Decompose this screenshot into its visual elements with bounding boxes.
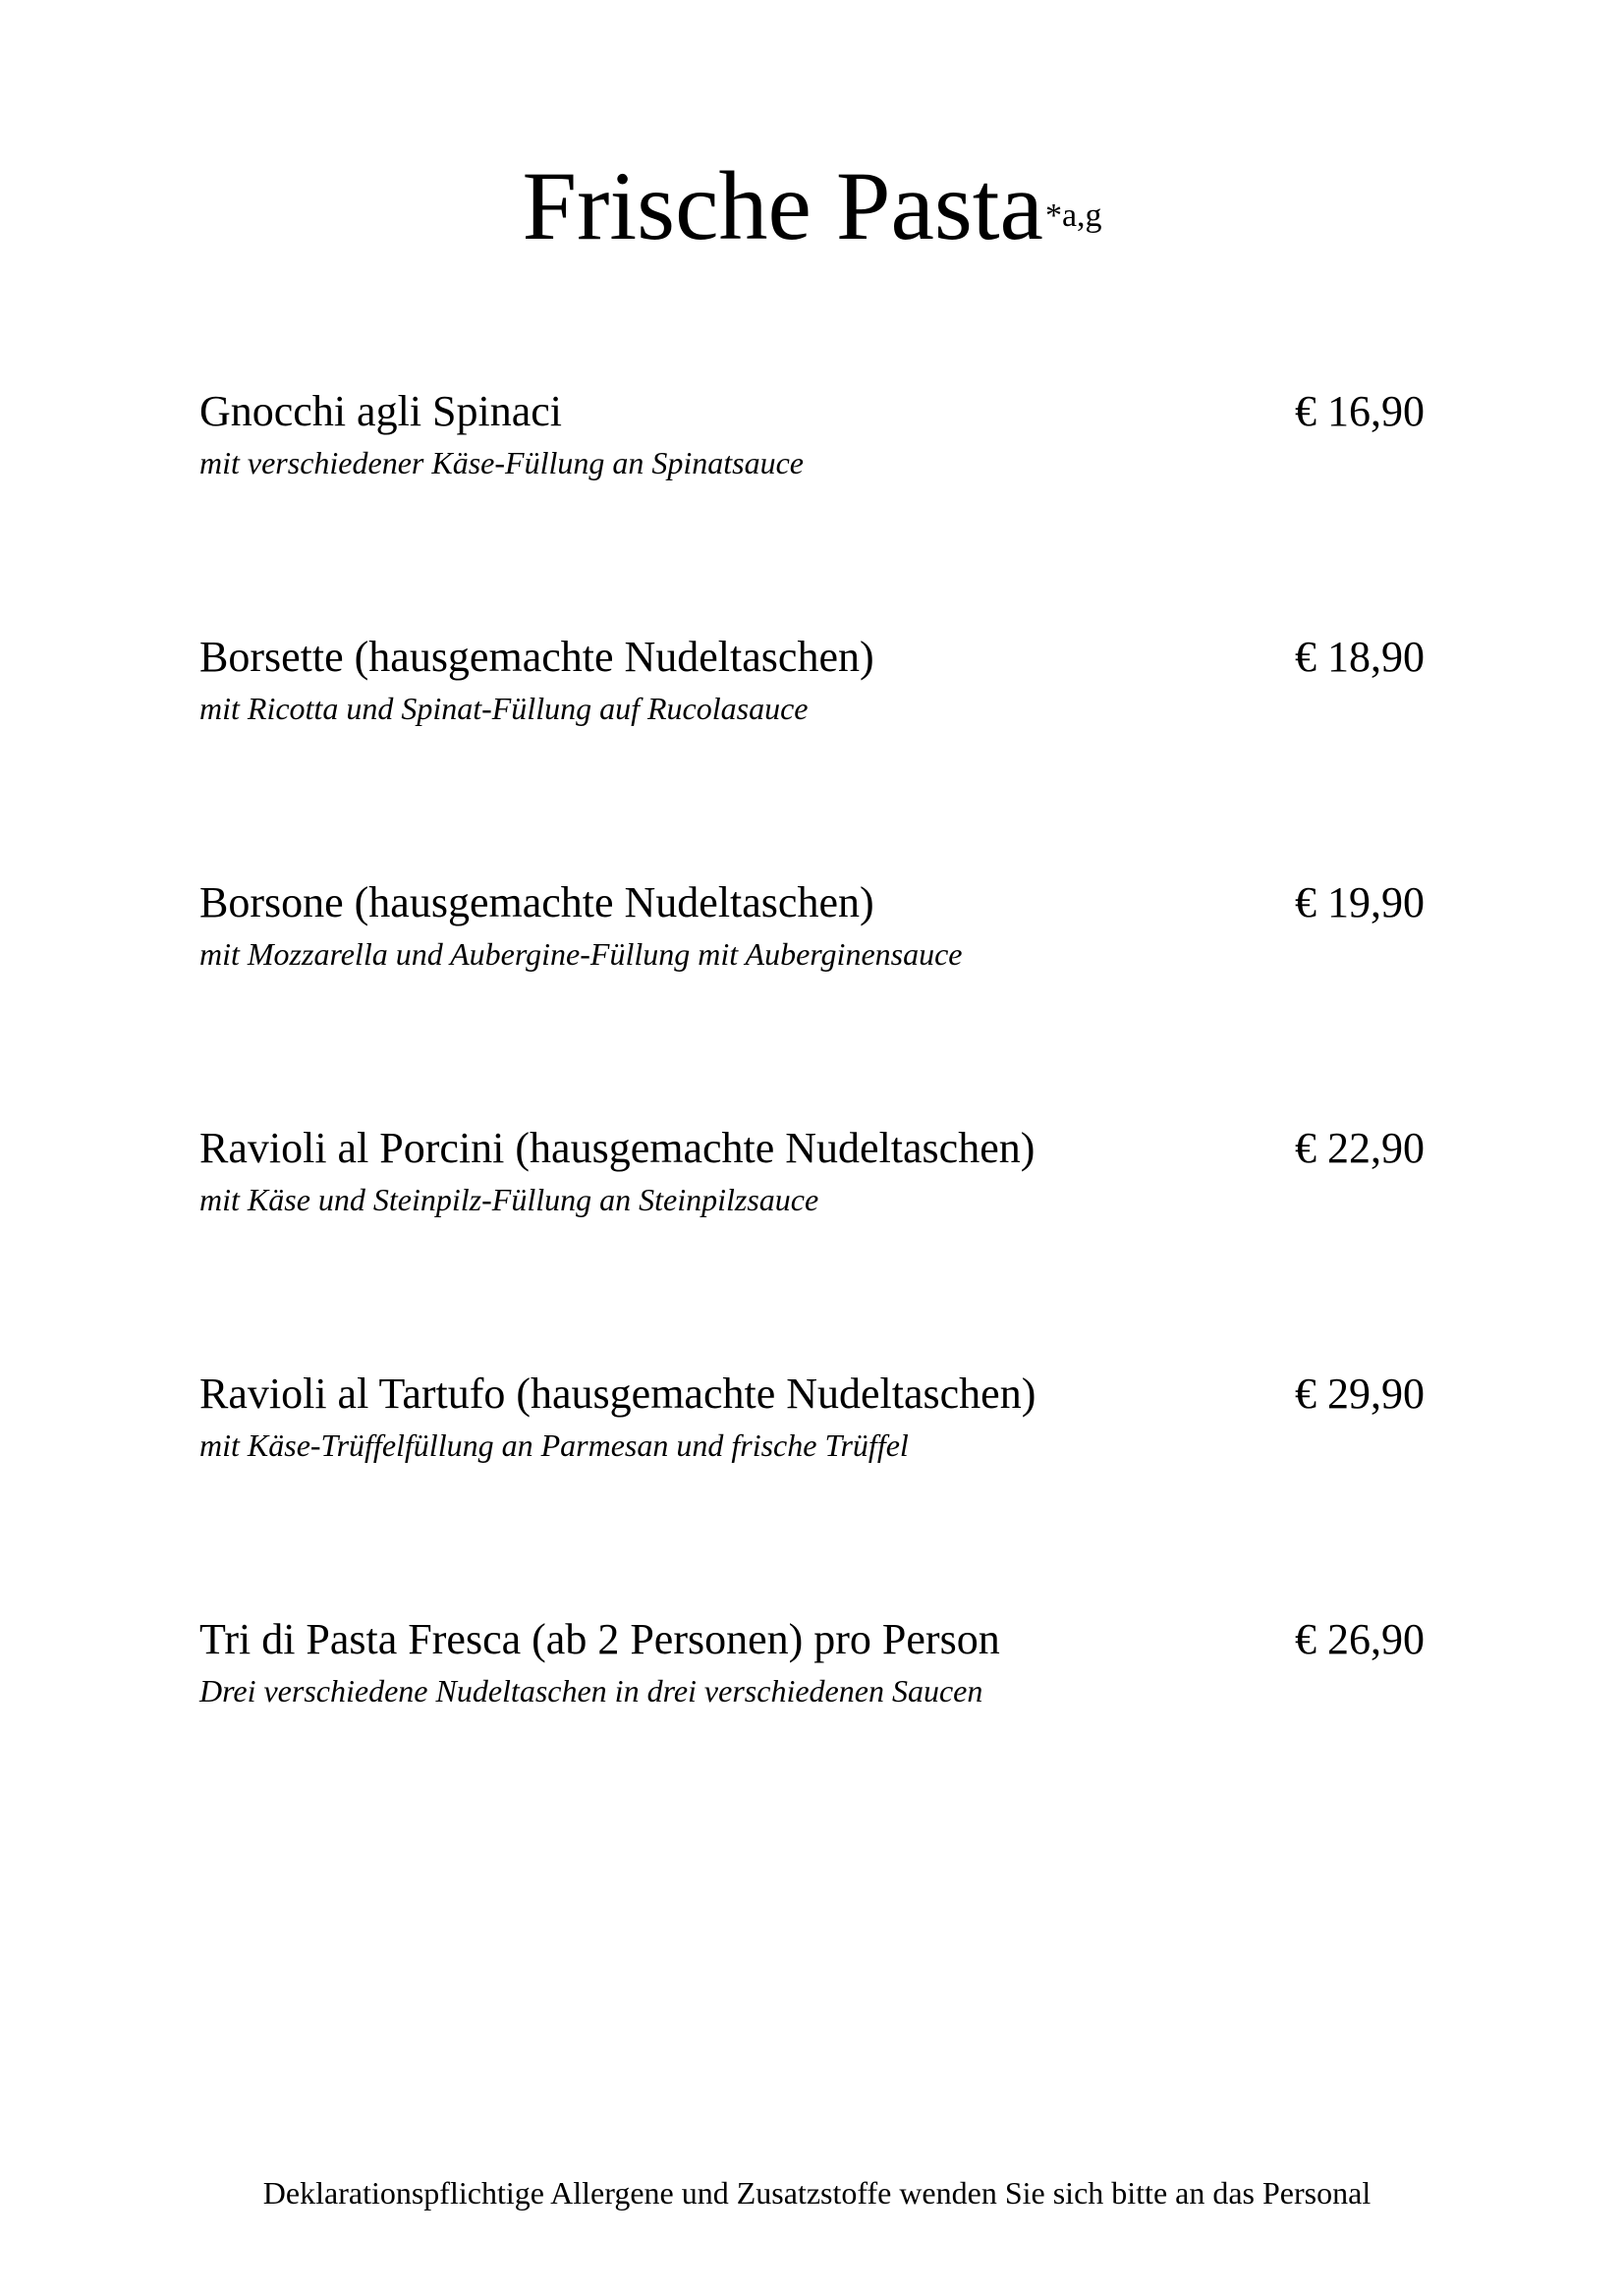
item-description: mit Mozzarella und Aubergine-Füllung mit Auberginensauce [199,936,963,972]
item-price: € 26,90 [1295,1615,1425,1663]
item-name: Ravioli al Porcini (hausgemachte Nudeltaschen) [199,1124,1036,1172]
item-description: mit Käse-Trüffelfüllung an Parmesan und frische Trüffel [199,1427,909,1463]
page-title [0,151,1624,260]
menu-item [199,632,1425,750]
title-text: Frische Pasta [522,151,1043,260]
item-name: Borsette (hausgemachte Nudeltaschen) [199,633,874,681]
item-name: Ravioli al Tartufo (hausgemachte Nudeltaschen) [199,1370,1036,1418]
item-description: Drei verschiedene Nudeltaschen in drei verschiedenen Saucen [199,1673,983,1708]
item-name: Borsone (hausgemachte Nudeltaschen) [199,878,874,926]
menu-item [199,386,1425,504]
item-description: mit Käse und Steinpilz-Füllung an Steinpilzsauce [199,1182,819,1217]
item-price: € 18,90 [1295,633,1425,681]
menu-item [199,1123,1425,1241]
item-description: mit Ricotta und Spinat-Füllung auf Rucolasauce [199,691,809,726]
item-name: Gnocchi agli Spinaci [199,387,563,435]
item-price: € 22,90 [1295,1124,1425,1172]
menu-item [199,1369,1425,1486]
item-name: Tri di Pasta Fresca (ab 2 Personen) pro Person [199,1615,1000,1663]
menu-item [199,1614,1425,1732]
item-price: € 29,90 [1295,1370,1425,1418]
allergen-superscript: *a,g [1044,197,1102,234]
allergen-footer-note: Deklarationspflichtige Allergene und Zusatzstoffe wenden Sie sich bitte an das Personal [262,2175,1372,2211]
menu-item [199,877,1425,995]
item-price: € 16,90 [1295,387,1425,435]
item-description: mit verschiedener Käse-Füllung an Spinatsauce [199,445,804,480]
item-price: € 19,90 [1295,878,1425,926]
